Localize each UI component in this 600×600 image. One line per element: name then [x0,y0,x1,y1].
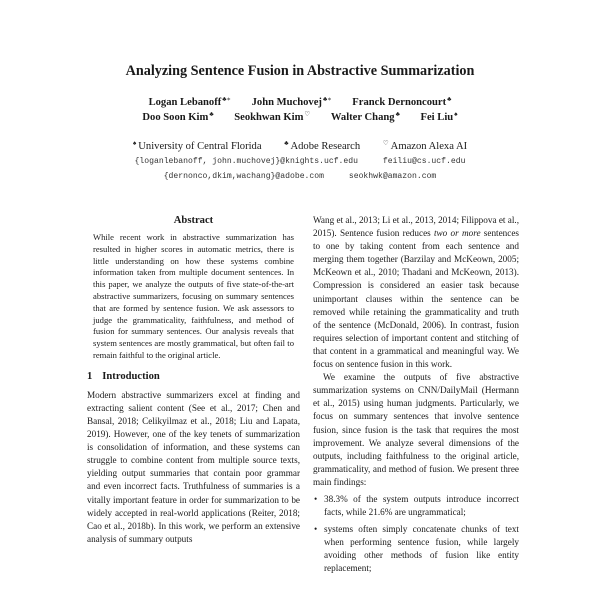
fusion-paragraph: Wang et al., 2013; Li et al., 2013, 2014; Filippova et al., 2015). Sentence fusion reduces two or more sentences to one by taking content from each sentence and merging them together (Barzilay and McKeown, 2005; McKeown et al., 2010; Thadani and McKeown, 2013). Compression is considered an easier task because unimportant clauses within the sentence can be removed while retaining the grammaticality and truth of the sentence (McDonald, 2006). In contrast, fusion requires selection of important content and stitching of that content in a grammatical and meaningful way. We focus on sentence fusion in this work. [313,215,520,370]
author-row-2 [0,110,600,123]
finding-item: • 38.3% of the system outputs introduce incorrect facts, while 21.6% are ungrammatical; [313,493,519,519]
author: Seokhwan Kim♡ [234,111,311,123]
findings-list [313,493,519,576]
author: Franck Dernoncourt♣ [352,96,452,108]
email-address: feiliu@cs.ucf.edu [382,157,466,166]
author: John Muchovej♣∗ [251,96,332,108]
email-row-1 [0,157,600,166]
author: Walter Chang♣ [330,111,400,123]
email-address: {loganlebanoff, john.muchovej}@knights.ucf.edu [134,157,358,166]
author: Doo Soon Kim♣ [142,111,214,123]
affiliations [0,139,600,152]
right-column [313,214,519,580]
author: Logan Lebanoff♣∗ [148,96,231,108]
affiliation: ♡ Amazon Alexa AI [382,140,468,152]
author-row-1 [0,95,600,108]
paper-title: Analyzing Sentence Fusion in Abstractive Summarization [125,63,475,79]
abstract-heading: Abstract [173,215,214,226]
left-column [87,214,300,546]
email-address: seokhwk@amazon.com [348,172,437,181]
affiliation: ♣ Adobe Research [284,140,361,152]
section-heading: 1 Introduction [87,370,160,382]
introduction-text: Modern abstractive summarizers excel at finding and extracting salient content (See et al., 2017; Chen and Bansal, 2018; Celikyilmaz et al., 2018; Liu and Lapata, 2019). However, one of the key tenets of summarization is consolidation of information, and these systems can struggle to combine content from multiple source texts, yielding output summaries that contain poor grammar and even incorrect facts. Truthfulness of summaries is a vitally important feature in order for summarization to be widely accepted in real-world applications (Reiter, 2018; Cao et al., 2018b). In this work, we perform an extensive analysis of summary outputs [87,389,300,544]
affiliation: ♠ University of Central Florida [132,140,262,152]
author: Fei Liu♠ [420,111,458,123]
email-address: {dernonco,dkim,wachang}@adobe.com [163,172,324,181]
finding-item: • systems often simply concatenate chunks of text when performing sentence fusion, while largely avoiding other methods of fusion like entity replacement; [313,523,519,575]
email-row-2 [0,172,600,181]
abstract-text: While recent work in abstractive summarization has resulted in higher scores in automatic metrics, there is little understanding on how these systems combine information taken from multiple document sentences. In this paper, we analyze the outputs of five state-of-the-art abstractive summarizers, focusing on summary sentences that are formed by sentence fusion. We ask assessors to judge the grammaticality, faithfulness, and method of fusion for summary sentences. Our analysis reveals that system sentences are mostly grammatical, but often fail to remain faithful to the original article. [93,232,294,360]
analysis-paragraph: We examine the outputs of five abstractive summarization systems on CNN/DailyMail (Hermann et al., 2015) using human judgments. Particularly, we focus on summary sentences that involve sentence fusion, since fusion is the task that requires the most improvement. We analyze several dimensions of the outputs, including faithfulness to the original article, grammaticality, and method of fusion. We present three main findings: [313,372,519,487]
